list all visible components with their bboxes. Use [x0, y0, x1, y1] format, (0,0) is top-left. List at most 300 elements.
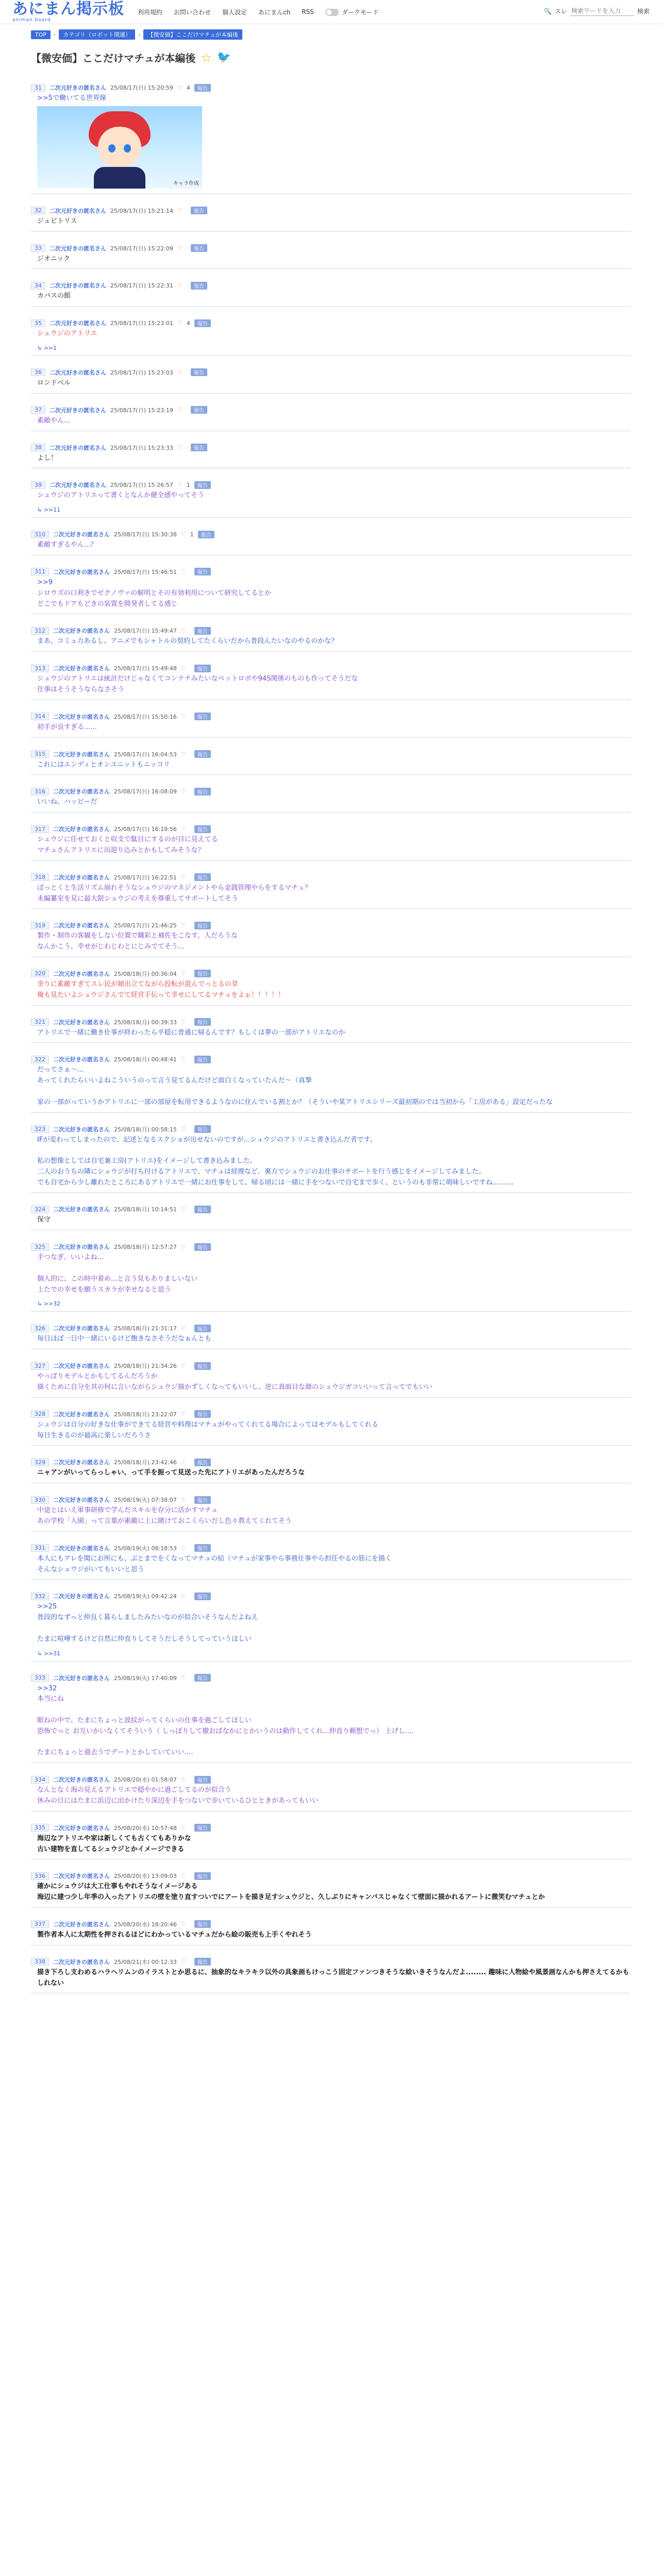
post-line	[37, 1145, 631, 1156]
report-button[interactable]: 報告	[194, 873, 211, 881]
heart-icon[interactable]: ♡	[177, 282, 183, 289]
post-header	[31, 1910, 631, 1928]
heart-icon[interactable]: ♡	[177, 444, 183, 451]
post-body	[31, 1785, 631, 1807]
post-body	[31, 1882, 631, 1903]
reply-text[interactable]: >>11	[43, 506, 61, 514]
heart-icon[interactable]: ♡	[180, 1325, 186, 1332]
report-button[interactable]: 報告	[198, 531, 214, 538]
heart-icon[interactable]: ♡	[180, 1126, 186, 1132]
post-line: いいね、ハッピーだ	[37, 798, 97, 806]
post-date: 25/08/19(火) 09:42:24	[114, 1593, 177, 1600]
report-button[interactable]: 報告	[194, 1125, 211, 1133]
report-button[interactable]: 報告	[194, 750, 211, 758]
post	[31, 1006, 631, 1043]
search-input[interactable]	[570, 6, 634, 16]
post-body	[31, 578, 631, 609]
search-button[interactable]: 検索	[637, 8, 650, 15]
post-line: あの学校「入園」って言葉が素敵に上に賭けておこくらいだし色々教えてくれてそう	[37, 1517, 292, 1526]
report-button[interactable]: 報告	[194, 825, 211, 833]
report-button[interactable]: 報告	[194, 84, 211, 92]
post-line	[37, 1737, 631, 1748]
post-line: 普段的なずっと仲良く暮らしましたみたいなのが似合いそうなんだよねえ	[37, 1614, 258, 1622]
heart-icon[interactable]: ♡	[180, 1056, 186, 1063]
heart-icon[interactable]: ♡	[180, 874, 186, 881]
post-line: そんなシュウジがいてもいいと思う	[37, 1565, 144, 1573]
post-body	[31, 797, 631, 808]
post-number[interactable]: 38	[31, 444, 45, 451]
post-body	[31, 760, 631, 771]
post-body	[31, 453, 631, 464]
heart-icon[interactable]: ♡	[180, 1958, 186, 1965]
post-header	[31, 863, 631, 882]
post-line: 個人的に、この時中着め...と言う見もありましいない	[37, 1275, 198, 1283]
post-date: 25/08/18(月) 23:42:46	[114, 1459, 177, 1466]
post-number[interactable]: 36	[31, 368, 45, 376]
poster-name: 二次元好きの匿名さん	[49, 444, 106, 451]
heart-icon[interactable]: ♡	[180, 1776, 186, 1783]
breadcrumb-top[interactable]: TOP	[31, 30, 51, 39]
heart-icon[interactable]: ♡	[177, 481, 183, 488]
heart-icon[interactable]: ♡	[177, 406, 183, 414]
poster-name: 二次元好きの匿名さん	[53, 1244, 110, 1251]
nav-rss[interactable]: RSS	[302, 8, 314, 15]
post-number[interactable]: 37	[31, 406, 45, 414]
like-count: 4	[186, 319, 190, 327]
dark-mode-toggle[interactable]	[325, 8, 379, 16]
poster-name: 二次元好きの匿名さん	[53, 713, 110, 720]
reply-text[interactable]: >>1	[43, 344, 57, 351]
post-line: たまに喧嘩するけど自然に仲直りしてそうだしそうしてっていうほしい	[37, 1635, 252, 1643]
nav-animanch[interactable]: あにまんch	[258, 8, 291, 16]
heart-icon[interactable]: ♡	[180, 531, 186, 538]
report-button[interactable]: 報告	[194, 1459, 211, 1466]
report-button[interactable]: 報告	[194, 1776, 211, 1784]
post-line: 描くために自分を其の何に言いながらシュウジ描かずしくなってもいいし、逆に真面目な顔のシュウジガコいいって言ってでもいい	[37, 1383, 433, 1392]
post-line: シュウジに任せておくと収支で駄目にするのが目に見えてる	[37, 836, 218, 844]
heart-icon[interactable]: ♡	[180, 665, 186, 672]
post-body	[31, 1602, 631, 1645]
heart-icon[interactable]: ♡	[180, 1824, 186, 1832]
report-button[interactable]: 報告	[194, 788, 211, 795]
post	[31, 1483, 631, 1532]
post-line	[37, 1623, 631, 1634]
post-header	[31, 1400, 631, 1418]
post-header	[31, 616, 631, 635]
poster-name: 二次元好きの匿名さん	[53, 1056, 110, 1063]
report-button[interactable]: 報告	[194, 1544, 211, 1552]
post-header	[31, 959, 631, 978]
thread-title: 【微安価】ここだけマチュが本編後	[31, 52, 196, 64]
report-button[interactable]: 報告	[194, 1824, 211, 1832]
breadcrumb-sep: ›	[138, 31, 141, 38]
report-button[interactable]: 報告	[191, 282, 207, 290]
breadcrumb-sep: ›	[54, 31, 56, 38]
post-line[interactable]: >>25	[37, 1603, 57, 1611]
heart-icon[interactable]: ♡	[180, 1411, 186, 1418]
heart-icon[interactable]: ♡	[180, 1872, 186, 1879]
poster-name: 二次元好きの匿名さん	[53, 1497, 110, 1504]
breadcrumb-thread[interactable]: 【微安価】ここだけマチュが本編後	[143, 29, 242, 40]
post-line: ぼっとくと生活リズム崩れそうなシュウジのマネジメントやら金銭管理やらをするマチュ？	[37, 884, 311, 892]
site-logo[interactable]	[12, 2, 124, 23]
report-button[interactable]: 報告	[194, 1362, 211, 1370]
report-button[interactable]: 報告	[194, 1018, 211, 1026]
reply-link[interactable]	[31, 345, 631, 351]
post	[31, 1763, 631, 1811]
heart-icon[interactable]: ♡	[180, 1206, 186, 1213]
post-body	[31, 1135, 631, 1189]
post-number[interactable]: 319	[31, 922, 49, 929]
post-number[interactable]: 318	[31, 873, 49, 881]
report-button[interactable]: 報告	[194, 1243, 211, 1251]
post-date: 25/08/18(月) 10:14:51	[114, 1206, 177, 1213]
post-number[interactable]: 335	[31, 1824, 49, 1832]
post-number[interactable]: 323	[31, 1125, 49, 1133]
dark-mode-label: ダークモード	[341, 8, 379, 16]
report-button[interactable]: 報告	[194, 1410, 211, 1418]
post-date: 25/08/17(日) 21:46:25	[114, 922, 177, 929]
heart-icon[interactable]: ♡	[180, 788, 186, 795]
post-body	[31, 1505, 631, 1527]
post-header	[31, 1947, 631, 1966]
post	[31, 652, 631, 700]
report-button[interactable]: 報告	[191, 444, 207, 451]
post-number[interactable]: 324	[31, 1206, 49, 1213]
post-line: IFが変わってしまったので、記述となるスクショが出せないのですが...シュウジのアトリエと書き込んだ者です。	[37, 1136, 377, 1144]
heart-icon[interactable]: ♡	[180, 1592, 186, 1600]
heart-icon[interactable]: ♡	[180, 825, 186, 833]
post-body	[31, 1968, 631, 1989]
report-button[interactable]: 報告	[194, 1592, 211, 1600]
post-body	[31, 291, 631, 302]
post-header	[31, 1045, 631, 1063]
post-number[interactable]: 333	[31, 1674, 49, 1682]
post-body	[31, 93, 631, 104]
post-line	[37, 1263, 631, 1274]
post-date: 25/08/17(日) 15:30:38	[114, 531, 177, 538]
poster-name: 二次元好きの匿名さん	[53, 531, 110, 538]
post-line: シュウジのアトリエは統計だけじゃなくてコンテナみたいなペットロボや94S関係のものも作ってそうだな	[37, 675, 358, 683]
post-line: なんとなく海の見えるアトリエで穏やかに過ごしてるのが似合う	[37, 1786, 231, 1794]
logo-main-text: あにまん掲示板	[12, 0, 124, 18]
post-number[interactable]: 325	[31, 1243, 49, 1251]
poster-name: 二次元好きの匿名さん	[53, 1363, 110, 1370]
reply-link[interactable]	[31, 506, 631, 513]
post-body	[31, 883, 631, 905]
post-line: 本人にもアレを聞にお所にも、ぶとまでをくなってマチュの結（マチュが家事やら事務仕事やら担任やるの筋にを描く	[37, 1554, 392, 1563]
post	[31, 1113, 631, 1193]
heart-icon[interactable]: ♡	[180, 922, 186, 929]
post-date: 25/08/20(水) 18:20:46	[114, 1921, 177, 1928]
report-button[interactable]: 報告	[194, 713, 211, 720]
toggle-switch[interactable]	[325, 9, 339, 16]
post-number[interactable]: 331	[31, 1544, 49, 1552]
post-line: ニャアンがいってらっしゃい、って手を振って見送った先にアトリエがあったんだろうな	[37, 1469, 305, 1477]
post-line: シュウジは自分の好きな仕事ができてる経営や料理はマチュがやってくれてる場合によってはモデルもしてくれる	[37, 1420, 378, 1429]
post-line[interactable]: >>5で働いてる世界線	[37, 94, 107, 102]
report-button[interactable]: 報告	[194, 481, 211, 489]
post	[31, 861, 631, 909]
post-number[interactable]: 311	[31, 568, 49, 575]
reply-link[interactable]	[31, 1300, 631, 1307]
post-line[interactable]: >>32	[37, 1684, 57, 1692]
star-icon[interactable]: ☆	[201, 50, 212, 65]
post-number[interactable]: 35	[31, 319, 45, 327]
post-body	[31, 1334, 631, 1345]
post-number[interactable]: 337	[31, 1920, 49, 1928]
post-header	[31, 911, 631, 929]
post-number[interactable]: 322	[31, 1056, 49, 1063]
report-button[interactable]: 報告	[191, 406, 207, 414]
report-button[interactable]: 報告	[194, 568, 211, 575]
post-number[interactable]: 330	[31, 1496, 49, 1504]
post-line: 素敵すぎるやん...？	[37, 541, 97, 549]
post-line	[37, 1087, 631, 1097]
post-number[interactable]: 334	[31, 1776, 49, 1784]
post-header	[31, 1534, 631, 1552]
post-date: 25/08/17(日) 15:26:57	[110, 482, 173, 489]
search-type-select[interactable]: スレ	[554, 8, 567, 15]
post-line: よし！	[37, 454, 58, 462]
post	[31, 71, 631, 194]
post	[31, 700, 631, 738]
poster-name: 二次元好きの匿名さん	[49, 482, 106, 489]
heart-icon[interactable]: ♡	[180, 713, 186, 720]
poster-name: 二次元好きの匿名さん	[53, 568, 110, 575]
poster-name: 二次元好きの匿名さん	[53, 826, 110, 833]
post-number[interactable]: 327	[31, 1362, 49, 1370]
post-line: 二人のおうちの隣にシュウジが打ち付けるアトリエで、マチュは経理など、裏方でシュウジのお仕事のサポートを行う感じをイメージしてみました。	[37, 1167, 486, 1176]
post-body	[31, 1215, 631, 1226]
post-body	[31, 1371, 631, 1393]
post-line: 中途とはいえ軍事研修で学んだスキルを存分に活かすマチュ	[37, 1506, 218, 1515]
post	[31, 1446, 631, 1483]
post	[31, 1811, 631, 1860]
post-body	[31, 1065, 631, 1108]
heart-icon[interactable]: ♡	[180, 1496, 186, 1503]
report-button[interactable]: 報告	[194, 922, 211, 929]
poster-name: 二次元好きの匿名さん	[53, 1593, 110, 1600]
heart-icon[interactable]: ♡	[180, 1921, 186, 1928]
post-header	[31, 433, 631, 452]
post	[31, 1312, 631, 1349]
post-date: 25/08/17(日) 15:23:03	[110, 369, 173, 376]
post-body	[31, 540, 631, 551]
report-button[interactable]: 報告	[191, 368, 207, 376]
post	[31, 307, 631, 356]
report-button[interactable]: 報告	[194, 1206, 211, 1213]
post-number[interactable]: 336	[31, 1872, 49, 1880]
post-number[interactable]: 39	[31, 481, 45, 489]
nav-settings[interactable]: 個人設定	[222, 8, 247, 16]
post-line: 本当にね	[37, 1695, 64, 1703]
post-number[interactable]: 332	[31, 1592, 49, 1600]
poster-name: 二次元好きの匿名さん	[53, 1958, 110, 1965]
post-date: 25/08/20(水) 01:58:07	[114, 1776, 177, 1784]
post-number[interactable]: 315	[31, 750, 49, 758]
reply-link[interactable]	[31, 1650, 631, 1657]
post-number[interactable]: 33	[31, 244, 45, 252]
post	[31, 1859, 631, 1908]
post-line: たまにちょっと過去うでデートとかしていていい....	[37, 1749, 193, 1757]
post-body	[31, 1684, 631, 1759]
report-button[interactable]: 報告	[194, 665, 211, 672]
post-header	[31, 1448, 631, 1466]
post-line: 眠ねの中で、たまにちょっと波紋がってくらいの仕事を過ごしてほしい	[37, 1717, 252, 1725]
poster-name: 二次元好きの匿名さん	[49, 369, 106, 376]
poster-name: 二次元好きの匿名さん	[49, 406, 106, 414]
reply-icon: ↳	[37, 1300, 44, 1308]
post-line: 製作・制作の客観をしない位置で職彩と補佐をこなす、人だろうな	[37, 932, 238, 940]
heart-icon[interactable]: ♡	[180, 751, 186, 758]
heart-icon[interactable]: ♡	[177, 319, 183, 327]
post-date: 25/08/17(日) 15:23:01	[110, 320, 173, 327]
post-line: 製作者本人に太期性を押されるほどにわかっているマチュだから絵の販売も上手くやれそう	[37, 1930, 312, 1939]
post-number[interactable]: 328	[31, 1410, 49, 1418]
heart-icon[interactable]: ♡	[177, 245, 183, 252]
post-number[interactable]: 320	[31, 970, 49, 977]
reply-text[interactable]: >>32	[43, 1300, 61, 1308]
post-header	[31, 309, 631, 327]
post-number[interactable]: 314	[31, 713, 49, 720]
post-header	[31, 1115, 631, 1133]
heart-icon[interactable]: ♡	[180, 1019, 186, 1026]
post	[31, 1662, 631, 1764]
post-line: 海辺なアトリエや家は新しくても古くてもありかな	[37, 1834, 191, 1842]
report-button[interactable]: 報告	[191, 207, 207, 214]
report-button[interactable]: 報告	[194, 319, 211, 327]
poster-name: 二次元好きの匿名さん	[49, 320, 106, 327]
post-line: 家の一部がっていうかアトリエに一部の部屋を転用できるようなのに住んでいる割とか？（そういや某アトリエシリーズ最初期のでは当初から「工房がある」設定だったな	[37, 1098, 553, 1106]
image-caption: キャラ作成	[173, 180, 199, 187]
twitter-icon[interactable]: 🐦	[217, 51, 231, 64]
heart-icon[interactable]: ♡	[180, 970, 186, 977]
post-body	[31, 636, 631, 647]
breadcrumb	[0, 24, 662, 45]
breadcrumb-category[interactable]: カテゴリ（ロボット関連）	[59, 29, 135, 40]
post-number[interactable]: 321	[31, 1018, 49, 1026]
post-number[interactable]: 31	[31, 84, 45, 92]
post-number[interactable]: 313	[31, 665, 49, 672]
poster-name: 二次元好きの匿名さん	[53, 1873, 110, 1880]
heart-icon[interactable]: ♡	[180, 1243, 186, 1250]
post-body	[31, 1930, 631, 1941]
post	[31, 518, 631, 555]
post	[31, 1580, 631, 1661]
post-header	[31, 1861, 631, 1880]
report-button[interactable]: 報告	[191, 244, 207, 252]
post-line[interactable]: >>9	[37, 578, 53, 586]
report-button[interactable]: 報告	[194, 627, 211, 635]
report-button[interactable]: 報告	[194, 1496, 211, 1504]
post-body	[31, 490, 631, 501]
post-line: まあ、コミュ力あるし、アニメでもシャトルの契約してたくらいだから普段んたいなのやるのかな？	[37, 637, 338, 646]
post-header	[31, 1765, 631, 1784]
thread-title-row	[31, 50, 631, 65]
nav-terms[interactable]: 利用規約	[138, 8, 163, 16]
search-area	[544, 6, 650, 16]
heart-icon[interactable]: ♡	[180, 568, 186, 575]
heart-icon[interactable]: ♡	[180, 1545, 186, 1552]
post-image[interactable]	[37, 106, 202, 189]
heart-icon[interactable]: ♡	[180, 627, 186, 634]
post	[31, 775, 631, 812]
post	[31, 431, 631, 469]
top-header	[0, 0, 662, 24]
post-date: 25/08/17(日) 16:08:09	[114, 788, 177, 795]
post-number[interactable]: 326	[31, 1325, 49, 1332]
post-number[interactable]: 32	[31, 207, 45, 214]
like-count: 1	[186, 481, 190, 488]
post-date: 25/08/17(日) 15:50:16	[114, 713, 177, 720]
search-icon[interactable]: 🔍	[544, 7, 552, 15]
post-line: 海辺に建つ少し年季の入ったアトリエの壁を塗り直すついでにアートを描き足すシュウジと、久しぶりにキャンバスじゃなくて壁面に描かれるアートに微笑むマチュとか	[37, 1893, 545, 1902]
poster-name: 二次元好きの匿名さん	[53, 1776, 110, 1784]
report-button[interactable]: 報告	[194, 1958, 211, 1965]
reply-icon: ↳	[37, 344, 44, 351]
poster-name: 二次元好きの匿名さん	[53, 1674, 110, 1682]
heart-icon[interactable]: ♡	[177, 207, 183, 214]
post-number[interactable]: 34	[31, 282, 45, 290]
post	[31, 909, 631, 957]
poster-name: 二次元好きの匿名さん	[53, 874, 110, 881]
post-line: 確かにシュウジは大工仕事もやれそうなイメージある	[37, 1883, 198, 1891]
heart-icon[interactable]: ♡	[177, 84, 183, 91]
post-body	[31, 674, 631, 696]
report-button[interactable]: 報告	[194, 1872, 211, 1880]
heart-icon[interactable]: ♡	[180, 1362, 186, 1369]
heart-icon[interactable]: ♡	[177, 369, 183, 376]
post-number[interactable]: 338	[31, 1958, 49, 1965]
nav-contact[interactable]: お問い合わせ	[174, 8, 211, 16]
post-body	[31, 722, 631, 733]
post-date: 25/08/17(日) 15:21:14	[110, 207, 173, 214]
reply-text[interactable]: >>31	[43, 1650, 61, 1657]
post-header	[31, 1232, 631, 1251]
report-button[interactable]: 報告	[194, 1674, 211, 1682]
post	[31, 356, 631, 394]
post-date: 25/08/18(月) 00:39:33	[114, 1019, 177, 1026]
post-date: 25/08/17(日) 15:22:31	[110, 282, 173, 290]
post-body	[31, 1252, 631, 1295]
post-number[interactable]: 310	[31, 531, 49, 538]
report-button[interactable]: 報告	[194, 1325, 211, 1332]
post-line: ジュピトリス	[37, 217, 77, 225]
post-date: 25/08/20(水) 13:09:03	[114, 1873, 177, 1880]
report-button[interactable]: 報告	[194, 970, 211, 977]
post-date: 25/08/17(日) 15:49:47	[114, 628, 177, 635]
post-header	[31, 1485, 631, 1504]
post-header	[31, 271, 631, 290]
heart-icon[interactable]: ♡	[180, 1674, 186, 1682]
report-button[interactable]: 報告	[194, 1920, 211, 1928]
post-body	[31, 835, 631, 856]
post-number[interactable]: 316	[31, 788, 49, 795]
heart-icon[interactable]: ♡	[180, 1459, 186, 1466]
post-line: 未編纂室を見に最大限シュウジの考えを尊重してサポートしてそう	[37, 894, 238, 903]
post-header	[31, 1314, 631, 1332]
post	[31, 1908, 631, 1945]
post-number[interactable]: 312	[31, 627, 49, 635]
post	[31, 394, 631, 431]
post-date: 25/08/18(月) 21:34:26	[114, 1363, 177, 1370]
post-number[interactable]: 329	[31, 1459, 49, 1466]
post-number[interactable]: 317	[31, 825, 49, 833]
post-line: 毎日ほぼ一日中一緒にいるけど飽きなさそうだなぁんとも	[37, 1335, 212, 1343]
post-header	[31, 1008, 631, 1026]
report-button[interactable]: 報告	[194, 1056, 211, 1063]
